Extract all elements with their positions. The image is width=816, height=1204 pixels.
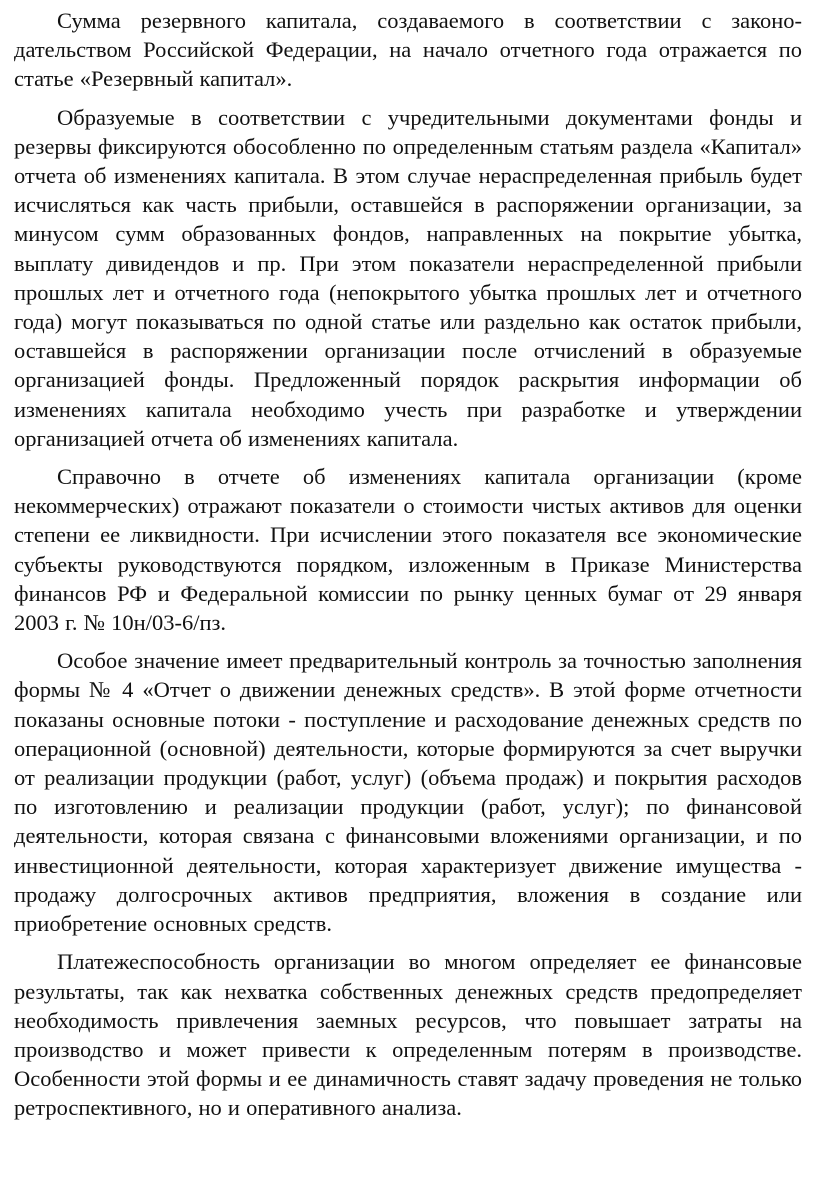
document-page	[14, 6, 802, 1132]
paragraph-solvency: Платежеспособность организации во многом определяет ее финансовые результаты, так как нехватка собственных денежных средств предопределяет необходимость привлечения заемных ресурсов, что повышает затраты на производство и может привести к определенным потерям в производстве. Особенности этой формы и ее динамичность ставят задачу проведения не только ретроспективного, но и оперативного анализа.	[14, 949, 802, 1121]
paragraph-reserve-capital: Сумма резервного капитала, создаваемого в соответствии с законодательством Российской Федерации, на начало отчетного года отражается по статье «Резервный капитал».	[14, 8, 802, 92]
paragraph-funds-and-reserves: Образуемые в соответствии с учредительными документами фонды и резервы фиксируются обособленно по определенным статьям раздела «Капитал» отчета об изменениях капитала. В этом случае нераспределенная прибыль будет исчисляться как часть прибыли, оставшейся в распоряжении организации, за минусом сумм образованных фондов, направленных на покрытие убытка, выплату дивидендов и пр. При этом показатели нераспределенной прибыли прошлых лет и отчетного года (непокрытого убытка прошлых лет и отчетного года) могут показываться по одной статье или раздельно как остаток прибыли, оставшейся в распоряжении организации после отчислений в образуемые организацией фонды. Предложенный порядок раскрытия информации об изменениях капитала необходимо учесть при разработке и утверждении организацией отчета об изменениях капитала.	[14, 104, 802, 451]
paragraph-cash-flow-form: Особое значение имеет предварительный контроль за точностью заполнения формы № 4 «Отчет о движении денежных средств». В этой форме отчетности показаны основные потоки - поступление и расходование денежных средств по операционной (основной) деятельности, которые формируются за счет выручки от реализации продукции (работ, услуг) (объема продаж) и покрытия расходов по изготовлению и реализации продукции (работ, услуг); по финансовой деятельности, которая связана с финансовыми вложениями организации, и по инвестиционной деятельности, которая характеризует движение имущества - продажу долгосрочных активов предприятия, вложения в создание или приобретение основных средств.	[14, 648, 802, 937]
paragraph-net-assets: Справочно в отчете об изменениях капитала организации (кроме некоммерческих) отражают показатели о стоимости чистых активов для оценки степени ее ликвидности. При исчислении этого показателя все экономические субъекты руководствуются порядком, изложенным в Приказе Министерства финансов РФ и Федеральной комиссии по рынку ценных бумаг от 29 января 2003 г. № 10н/03-6/пз.	[14, 464, 802, 636]
